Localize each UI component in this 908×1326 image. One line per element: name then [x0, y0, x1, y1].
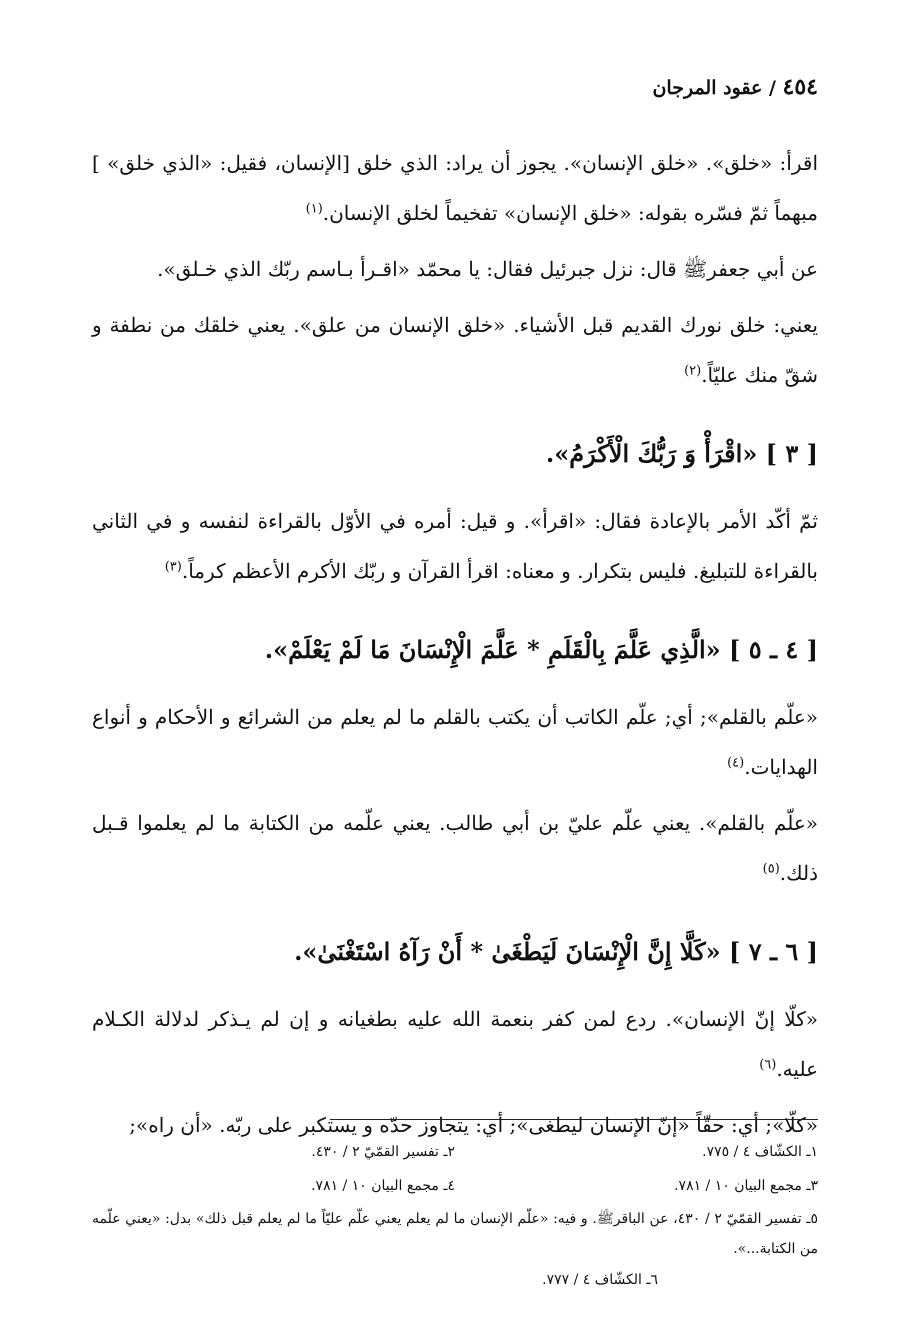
paragraph-7 [92, 994, 818, 1094]
paragraph-6 [92, 798, 818, 898]
page-number: ٤٥٤ [782, 74, 818, 100]
footnotes [92, 1136, 818, 1296]
header-separator: / [768, 77, 776, 99]
footnote-ref: (١) [305, 201, 323, 217]
footnote-row [92, 1136, 818, 1170]
footnote-row [92, 1264, 818, 1296]
book-title: عقود المرجان [652, 77, 763, 99]
footnote-6: ٦ـ الكشّاف ٤ / ٧٧٧. [542, 1272, 658, 1288]
footnote-ref: (٤) [727, 755, 745, 771]
paragraph-2 [92, 244, 818, 294]
footnote-1: ١ـ الكشّاف ٤ / ٧٧٥. [702, 1144, 818, 1160]
footnote-ref: (٢) [684, 363, 702, 379]
verse-heading-3: [ ٣ ] «اقْرَأْ وَ رَبُّكَ الْأَكْرَمُ». [545, 439, 818, 468]
footnote-3: ٣ـ مجمع البيان ١٠ / ٧٨١. [674, 1178, 818, 1194]
footnote-row [92, 1170, 818, 1204]
paragraph-1 [92, 138, 818, 238]
paragraph-text: «كلّا»; أي: حقّاً «إنّ الإنسان ليطغى»; أي: يتجاوز حدّه و يستكبر على ربّه. «أن راه»; [129, 1113, 818, 1137]
footnote-5: ٥ـ تفسير القمّيّ ٢ / ٤٣٠، عن الباقرﷺ. و فيه: «علّم الإنسان ما لم يعلم يعني علّم عليّاً ما لم يعلم قبل ذلك» بدل: «يعني علّمه من الكتابة...». [92, 1211, 818, 1257]
paragraph-text: «علّم بالقلم»; أي; علّم الكاتب أن يكتب بالقلم ما لم يعلم من الشرائع و الأحكام و أنواع الهدايات. [92, 705, 818, 779]
footnote-ref: (٦) [759, 1057, 777, 1073]
main-text [92, 138, 818, 1156]
verse-heading-6-7: [ ٦ ـ ٧ ] «كَلَّا إِنَّ الْإِنْسَانَ لَيَطْغَىٰ * أَنْ رَآهُ اسْتَغْنَىٰ». [294, 937, 818, 966]
paragraph-4 [92, 496, 818, 596]
paragraph-3 [92, 300, 818, 400]
footnote-ref: (٥) [762, 861, 780, 877]
verse-heading-4-5: [ ٤ ـ ٥ ] «الَّذِي عَلَّمَ بِالْقَلَمِ * عَلَّمَ الْإِنْسَانَ مَا لَمْ يَعْلَمْ». [264, 635, 818, 664]
paragraph-text: «علّم بالقلم». يعني علّم عليّ بن أبي طالب. يعني علّمه من الكتابة ما لم يعلموا قـبل ذلك. [92, 811, 818, 885]
footnote-divider [330, 1119, 818, 1120]
footnote-2: ٢ـ تفسير القمّيّ ٢ / ٤٣٠. [311, 1144, 455, 1160]
paragraph-text: يعني: خلق نورك القديم قبل الأشياء. «خلق الإنسان من علق». يعني خلقك من نطفة و شقّ منك عليّاً. [92, 313, 818, 387]
footnote-4: ٤ـ مجمع البيان ١٠ / ٧٨١. [311, 1178, 455, 1194]
footnote-ref: (٣) [164, 559, 182, 575]
paragraph-text: عن أبي جعفرﷺ قال: نزل جبرئيل فقال: يا محمّد «اقـرأ بـاسم ربّك الذي خـلق». [157, 257, 818, 281]
paragraph-text: اقرأ: «خلق». «خلق الإنسان». يجوز أن يراد: الذي خلق [الإنسان، فقيل: «الذي خلق» ] مبهماً ثمّ فسّره بقوله: «خلق الإنسان» تفخيماً لخلق الإنسان. [92, 151, 818, 225]
paragraph-text: «كلّا إنّ الإنسان». ردع لمن كفر بنعمة الله عليه بطغيانه و إن لم يـذكر لدلالة الكـلام عليه. [92, 1007, 818, 1081]
running-header [652, 74, 818, 100]
paragraph-text: ثمّ أكّد الأمر بالإعادة فقال: «اقرأ». و قيل: أمره في الأوّل بالقراءة لنفسه و في الثاني بالقراءة للتبليغ. فليس بتكرار. و معناه: اقرأ القرآن و ربّك الأكرم الأعظم كرماً. [92, 509, 818, 583]
footnote-spacer [658, 1264, 818, 1296]
paragraph-5 [92, 692, 818, 792]
